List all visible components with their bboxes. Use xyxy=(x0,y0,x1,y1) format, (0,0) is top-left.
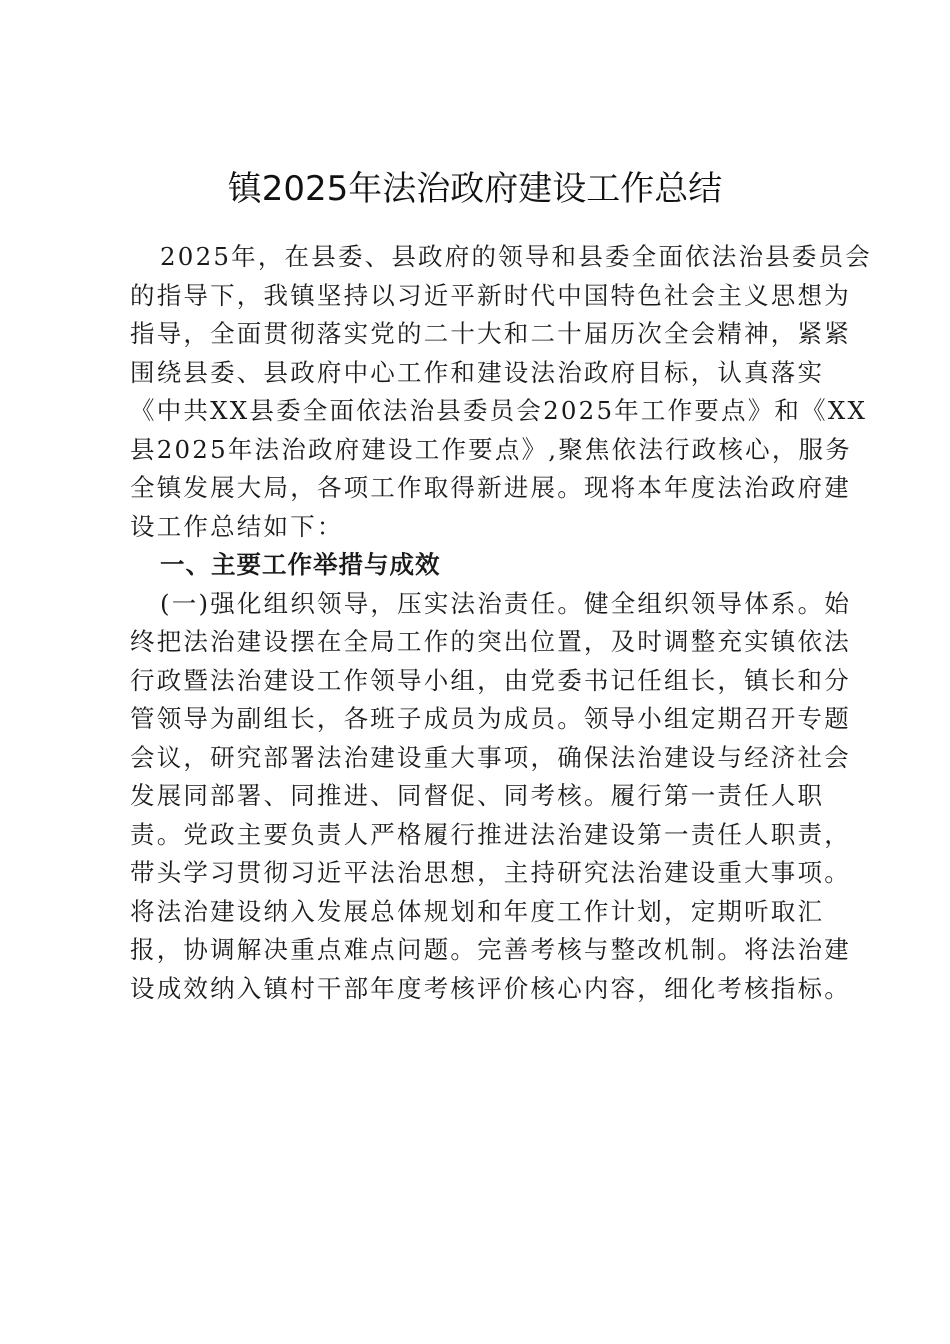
section-line: 管领导为副组长，各班子成员为成员。领导小组定期召开专题 xyxy=(130,704,851,733)
intro-line: 指导，全面贯彻落实党的二十大和二十届历次全会精神，紧紧 xyxy=(130,319,851,348)
section-line: (一)强化组织领导，压实法治责任。健全组织领导体系。始 xyxy=(160,588,852,618)
section-line: 责。党政主要负责人严格履行推进法治建设第一责任人职责， xyxy=(130,819,851,849)
intro-line: 《中共XX县委全面依法治县委员会2025年工作要点》和《XX xyxy=(130,396,868,425)
document-title: 镇2025年法治政府建设工作总结 xyxy=(227,169,723,209)
intro-line: 围绕县委、县政府中心工作和建设法治政府目标，认真落实 xyxy=(130,357,825,387)
document-body xyxy=(130,238,872,1008)
section-heading: 一、主要工作举措与成效 xyxy=(160,550,441,579)
intro-line: 县2025年法治政府建设工作要点》,聚焦依法行政核心，服务 xyxy=(130,434,852,464)
section-line: 设成效纳入镇村干部年度考核评价核心内容，细化考核指标。 xyxy=(130,973,851,1003)
section-line: 行政暨法治建设工作领导小组，由党委书记任组长，镇长和分 xyxy=(130,665,851,695)
section-line: 将法治建设纳入发展总体规划和年度工作计划，定期听取汇 xyxy=(130,896,825,926)
intro-line: 全镇发展大局，各项工作取得新进展。现将本年度法治政府建 xyxy=(130,473,851,502)
section-line: 带头学习贯彻习近平法治思想，主持研究法治建设重大事项。 xyxy=(130,858,851,887)
section-line: 终把法治建设摆在全局工作的突出位置，及时调整充实镇依法 xyxy=(130,627,851,656)
section-line: 会议，研究部署法治建设重大事项，确保法治建设与经济社会 xyxy=(130,742,851,772)
section-line: 发展同部署、同推进、同督促、同考核。履行第一责任人职 xyxy=(130,781,825,810)
intro-line: 设工作总结如下： xyxy=(130,511,344,541)
section-line: 报，协调解决重点难点问题。完善考核与整改机制。将法治建 xyxy=(130,935,851,964)
intro-line: 2025年，在县委、县政府的领导和县委全面依法治县委员会 xyxy=(160,242,872,271)
intro-line: 的指导下，我镇坚持以习近平新时代中国特色社会主义思想为 xyxy=(130,280,851,310)
